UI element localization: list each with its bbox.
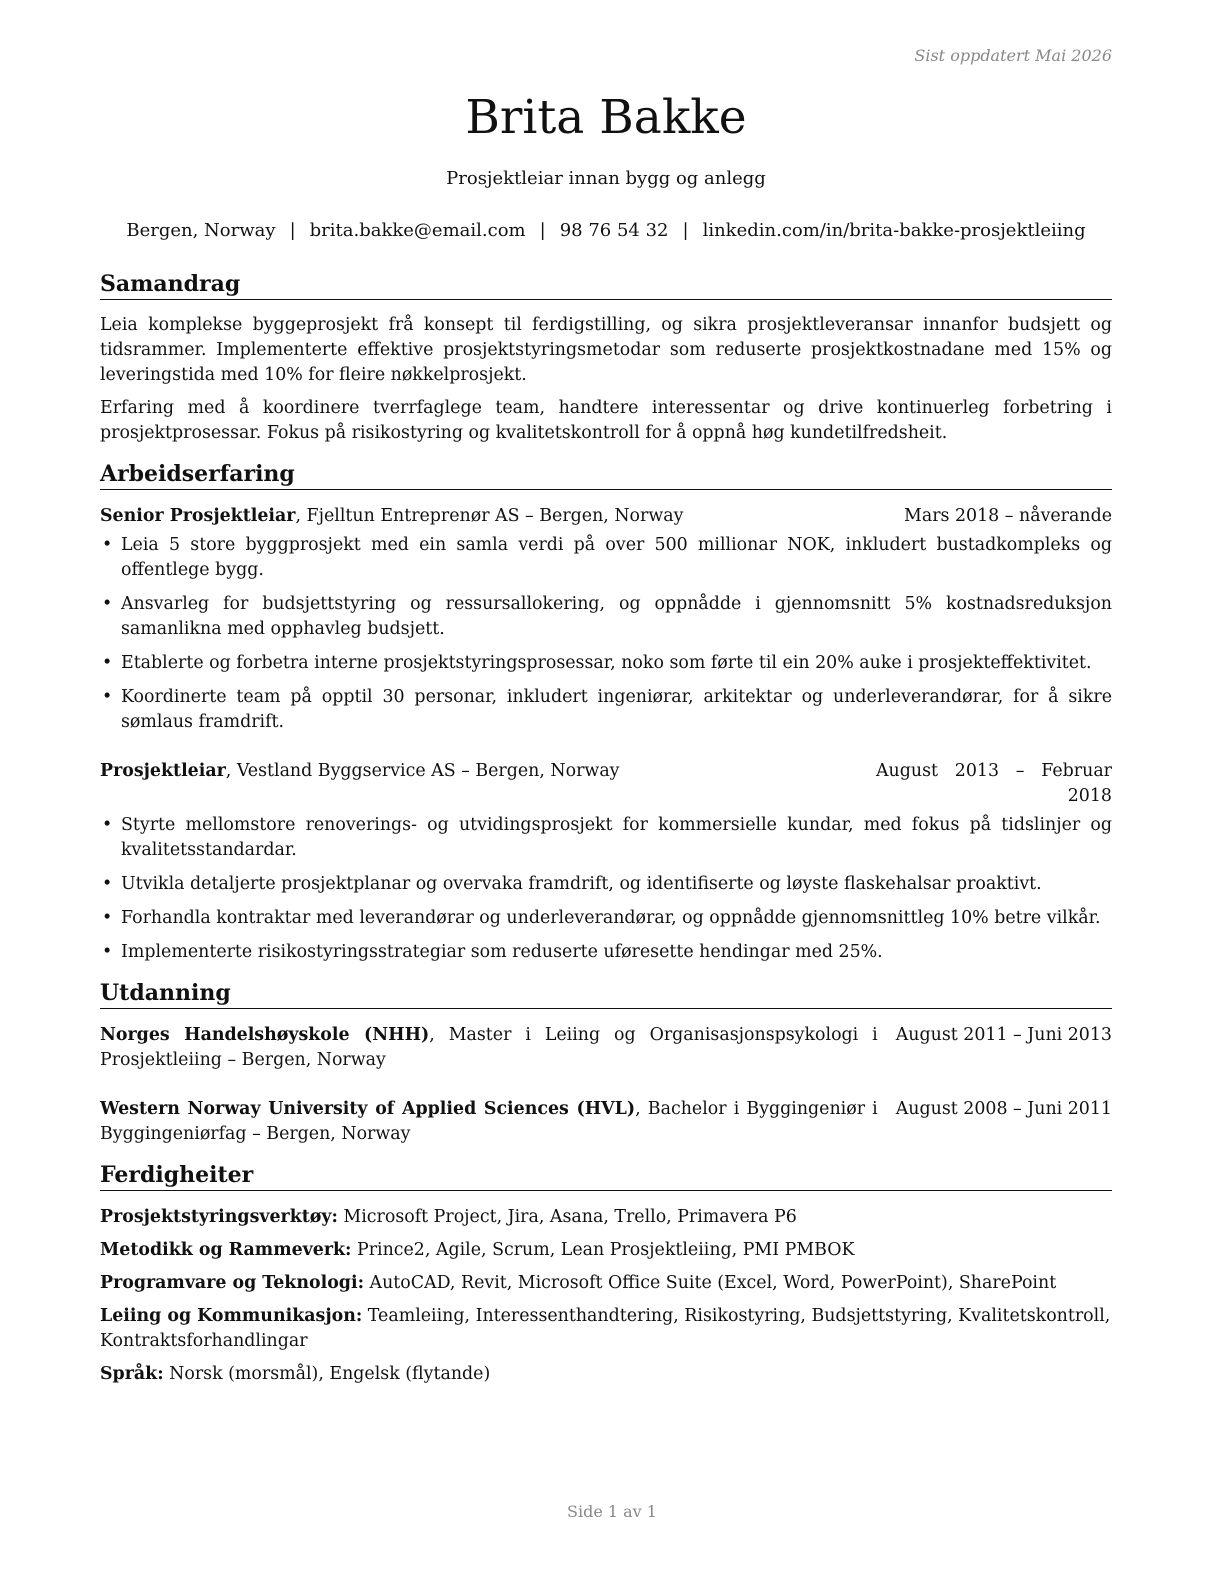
job-bullet: • Koordinerte team på opptil 30 personar, inkludert ingeniørar, arkitektar og underleverandørar, for å sikre sømlaus framdrift. xyxy=(100,685,1112,735)
job-dates: August 2013 – Februar 2018 xyxy=(876,761,1112,806)
skill-row xyxy=(100,1304,1112,1354)
job-bullet: • Ansvarleg for budsjettstyring og ressursallokering, og oppnådde i gjennomsnitt 5% kostnadsreduksjon samanlikna med opphavleg budsjett. xyxy=(100,592,1112,642)
contact-location: Bergen, Norway xyxy=(126,220,276,241)
candidate-name: Brita Bakke xyxy=(465,90,747,145)
section-heading-skills: Ferdigheiter xyxy=(100,1161,1112,1191)
skill-value: Prince2, Agile, Scrum, Lean Prosjektleiing, PMI PMBOK xyxy=(351,1240,855,1260)
contact-line xyxy=(100,220,1112,241)
skill-value: AutoCAD, Revit, Microsoft Office Suite (Excel, Word, PowerPoint), SharePoint xyxy=(364,1273,1057,1293)
section-heading-work: Arbeidserfaring xyxy=(100,460,1112,490)
education-school: Norges Handelshøyskole (NHH) xyxy=(100,1025,430,1045)
skill-label: Metodikk og Rammeverk: xyxy=(100,1240,352,1260)
job-bullets xyxy=(100,533,1112,735)
contact-phone: 98 76 54 32 xyxy=(559,220,669,241)
education-dates: August 2008 – Juni 2011 xyxy=(895,1099,1112,1119)
resume-content xyxy=(100,270,1112,1387)
contact-separator: | xyxy=(539,220,546,241)
skill-label: Språk: xyxy=(100,1364,164,1384)
education-degree: , Bachelor i Byggingeniør i Byggingeniørfag – Bergen, Norway xyxy=(100,1099,878,1144)
contact-separator: | xyxy=(682,220,689,241)
job-header xyxy=(100,759,1112,809)
work-section xyxy=(100,460,1112,965)
skill-row xyxy=(100,1238,1112,1263)
education-entry xyxy=(100,1097,1112,1147)
job-entry xyxy=(100,759,1112,965)
contact-linkedin[interactable]: linkedin.com/in/brita-bakke-prosjektleiing xyxy=(702,220,1086,241)
skills-section xyxy=(100,1161,1112,1387)
candidate-title: Prosjektleiar innan bygg og anlegg xyxy=(446,168,766,189)
contact-separator: | xyxy=(289,220,296,241)
education-dates: August 2011 – Juni 2013 xyxy=(895,1025,1112,1045)
job-role: Senior Prosjektleiar xyxy=(100,506,296,526)
contact-email[interactable]: brita.bakke@email.com xyxy=(309,220,526,241)
job-bullet: • Leia 5 store byggprosjekt med ein samla verdi på over 500 millionar NOK, inkludert bustadkompleks og offentlege bygg. xyxy=(100,533,1112,583)
skill-label: Leiing og Kommunikasjon: xyxy=(100,1306,363,1326)
job-entry xyxy=(100,504,1112,735)
skill-row xyxy=(100,1205,1112,1230)
job-bullet: • Etablerte og forbetra interne prosjektstyringsprosessar, noko som førte til ein 20% auke i prosjekteffektivitet. xyxy=(100,651,1112,676)
education-school: Western Norway University of Applied Sciences (HVL) xyxy=(100,1099,636,1119)
job-employer: , Fjelltun Entreprenør AS – Bergen, Norway xyxy=(295,506,684,526)
job-bullets xyxy=(100,813,1112,965)
skill-label: Prosjektstyringsverktøy: xyxy=(100,1207,338,1227)
section-heading-summary: Samandrag xyxy=(100,270,1112,300)
job-role: Prosjektleiar xyxy=(100,761,226,781)
job-bullet: • Styrte mellomstore renoverings- og utvidingsprosjekt for kommersielle kundar, med fokus på tidslinjer og kvalitetsstandardar. xyxy=(100,813,1112,863)
education-entry xyxy=(100,1023,1112,1073)
job-employer: , Vestland Byggservice AS – Bergen, Norway xyxy=(225,761,620,781)
summary-paragraph: Erfaring med å koordinere tverrfaglege team, handtere interessentar og drive kontinuerleg forbetring i prosjektprosessar. Fokus på risikostyring og kvalitetskontroll for å oppnå høg kundetilfredsheit. xyxy=(100,398,1112,443)
skill-value: Teamleiing, Interessenthandtering, Risikostyring, Budsjettstyring, Kvalitetskontroll, Kontraktsforhandlingar xyxy=(100,1306,1111,1351)
job-bullet: • Utvikla detaljerte prosjektplanar og overvaka framdrift, og identifiserte og løyste flaskehalsar proaktivt. xyxy=(100,872,1112,897)
education-section xyxy=(100,979,1112,1147)
skill-label: Programvare og Teknologi: xyxy=(100,1273,364,1293)
skill-value: Norsk (morsmål), Engelsk (flytande) xyxy=(163,1364,491,1384)
section-heading-education: Utdanning xyxy=(100,979,1112,1009)
summary-paragraph: Leia komplekse byggeprosjekt frå konsept til ferdigstilling, og sikra prosjektleveransar innanfor budsjett og tidsrammer. Implementerte effektive prosjektstyringsmetodar som reduserte prosjektkostnadane med 15% og leveringstida med 10% for fleire nøkkelprosjekt. xyxy=(100,315,1112,385)
job-bullet: • Forhandla kontraktar med leverandørar og underleverandørar, og oppnådde gjennomsnittleg 10% betre vilkår. xyxy=(100,906,1112,931)
page-number: Side 1 av 1 xyxy=(567,1502,657,1521)
job-dates: Mars 2018 – nåverande xyxy=(904,506,1112,526)
education-degree: , Master i Leiing og Organisasjonspsykologi i Prosjektleiing – Bergen, Norway xyxy=(100,1025,878,1070)
summary-section xyxy=(100,270,1112,446)
skill-row xyxy=(100,1362,1112,1387)
job-header xyxy=(100,504,1112,529)
skill-row xyxy=(100,1271,1112,1296)
skill-value: Microsoft Project, Jira, Asana, Trello, Primavera P6 xyxy=(337,1207,797,1227)
job-bullet: • Implementerte risikostyringsstrategiar som reduserte uføresette hendingar med 25%. xyxy=(100,940,1112,965)
last-updated: Sist oppdatert Mai 2026 xyxy=(914,46,1112,65)
